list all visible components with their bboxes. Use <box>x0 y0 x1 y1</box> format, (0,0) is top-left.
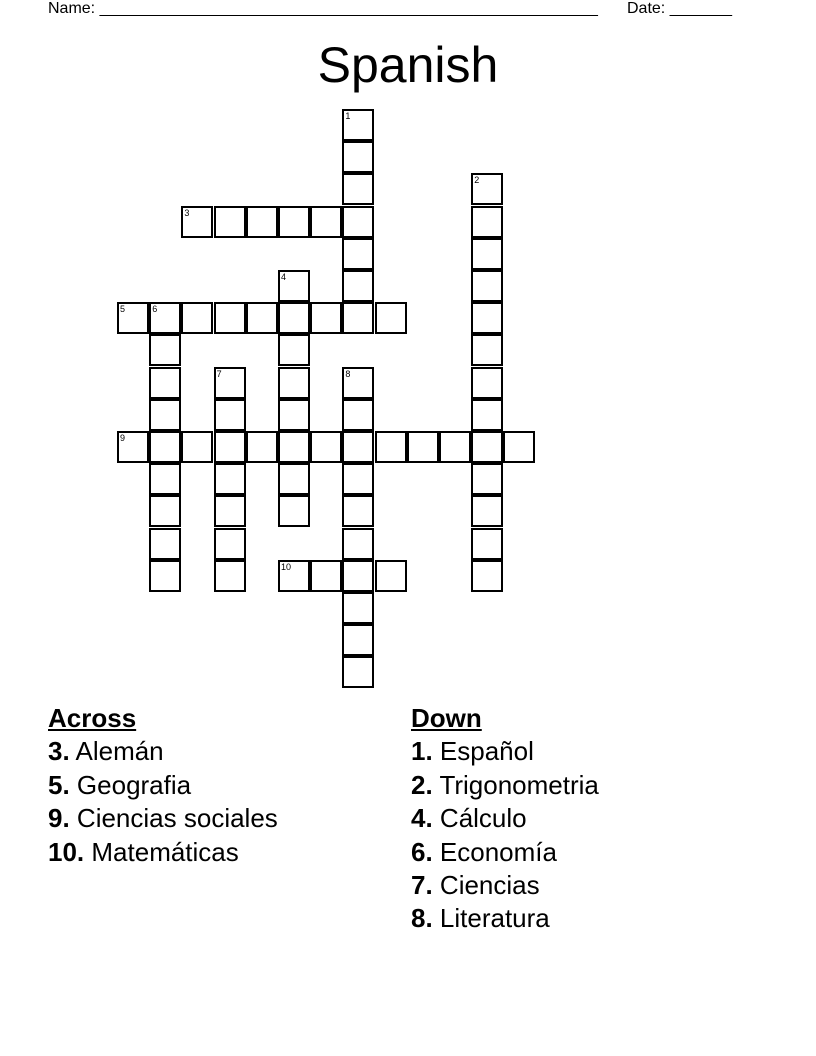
clue-number: 10. <box>48 836 85 867</box>
grid-cell[interactable] <box>503 431 535 463</box>
grid-cell[interactable] <box>149 367 181 399</box>
grid-cell[interactable] <box>149 463 181 495</box>
grid-cell[interactable] <box>342 495 374 527</box>
grid-cell[interactable] <box>375 302 407 334</box>
grid-cell[interactable] <box>342 206 374 238</box>
grid-cell[interactable] <box>181 431 213 463</box>
grid-cell[interactable] <box>342 624 374 656</box>
grid-cell[interactable] <box>214 302 246 334</box>
grid-cell[interactable] <box>214 495 246 527</box>
date-label: Date: <box>627 0 666 17</box>
grid-cell[interactable] <box>342 173 374 205</box>
clue-number-label: 9 <box>120 433 126 443</box>
grid-cell[interactable] <box>439 431 471 463</box>
grid-cell[interactable] <box>471 334 503 366</box>
grid-cell[interactable] <box>471 399 503 431</box>
grid-cell[interactable] <box>149 528 181 560</box>
grid-cell[interactable] <box>342 238 374 270</box>
grid-cell[interactable] <box>149 560 181 592</box>
clue-number-label: 7 <box>216 368 222 379</box>
grid-cell[interactable] <box>246 206 278 238</box>
clue-number: 3. <box>48 736 70 767</box>
down-clue <box>411 836 599 869</box>
grid-cell[interactable] <box>342 399 374 431</box>
grid-cell[interactable] <box>471 238 503 270</box>
grid-cell[interactable] <box>471 528 503 560</box>
grid-cell[interactable] <box>278 495 310 527</box>
grid-cell[interactable] <box>342 431 374 463</box>
clue-text: Alemán <box>75 736 164 767</box>
name-label: Name: <box>48 0 96 17</box>
across-clue <box>48 836 278 869</box>
grid-cell[interactable] <box>471 560 503 592</box>
clue-number: 2. <box>411 769 433 800</box>
down-clues <box>411 702 599 936</box>
across-heading: Across <box>48 703 137 733</box>
down-clue <box>411 735 599 768</box>
name-blank[interactable]: ________________________________________________________ <box>99 0 598 17</box>
clue-number: 5. <box>48 769 70 800</box>
clue-number: 6. <box>411 836 433 867</box>
grid-cell[interactable] <box>471 173 503 205</box>
down-clue <box>411 902 599 935</box>
grid-cell[interactable] <box>310 431 342 463</box>
grid-cell[interactable] <box>214 399 246 431</box>
grid-cell[interactable] <box>278 560 310 592</box>
grid-cell[interactable] <box>342 656 374 688</box>
grid-cell[interactable] <box>342 109 374 141</box>
grid-cell[interactable] <box>278 399 310 431</box>
grid-cell[interactable] <box>149 495 181 527</box>
grid-cell[interactable] <box>117 302 149 334</box>
grid-cell[interactable] <box>342 463 374 495</box>
grid-cell[interactable] <box>149 431 181 463</box>
clue-number-label: 6 <box>152 304 158 315</box>
clue-text: Trigonometria <box>439 769 599 800</box>
clue-number: 4. <box>411 803 433 834</box>
grid-cell[interactable] <box>342 302 374 334</box>
grid-cell[interactable] <box>278 206 310 238</box>
clue-number-label: 4 <box>281 272 287 282</box>
down-heading: Down <box>411 703 482 733</box>
grid-cell[interactable] <box>342 592 374 624</box>
page-title: Spanish <box>317 37 499 93</box>
down-clue <box>411 769 599 802</box>
grid-cell[interactable] <box>471 367 503 399</box>
grid-cell[interactable] <box>342 528 374 560</box>
grid-cell[interactable] <box>375 560 407 592</box>
date-blank[interactable]: _______ <box>669 0 732 17</box>
clue-text: Español <box>439 736 534 767</box>
grid-cell[interactable] <box>342 270 374 302</box>
grid-cell[interactable] <box>310 560 342 592</box>
clue-number-label: 10 <box>281 561 292 572</box>
down-clue <box>411 869 599 902</box>
clue-text: Literatura <box>439 903 550 934</box>
grid-cell[interactable] <box>214 206 246 238</box>
grid-cell[interactable] <box>214 528 246 560</box>
grid-cell[interactable] <box>342 560 374 592</box>
grid-cell[interactable] <box>149 399 181 431</box>
clue-number-label: 5 <box>120 304 126 315</box>
across-clue <box>48 735 278 768</box>
grid-cell[interactable] <box>278 302 310 334</box>
grid-cell[interactable] <box>149 334 181 366</box>
clue-number: 9. <box>48 803 70 834</box>
grid-cell[interactable] <box>471 302 503 334</box>
grid-cell[interactable] <box>214 560 246 592</box>
grid-cell[interactable] <box>471 495 503 527</box>
clue-number: 8. <box>411 903 433 934</box>
clue-number: 7. <box>411 870 433 901</box>
clue-number-label: 3 <box>184 207 190 218</box>
grid-cell[interactable] <box>342 141 374 173</box>
clue-number-label: 1 <box>345 111 351 121</box>
clue-text: Geografia <box>76 769 192 800</box>
clue-text: Cálculo <box>439 803 527 834</box>
grid-cell[interactable] <box>471 270 503 302</box>
grid-cell[interactable] <box>246 302 278 334</box>
clue-number: 1. <box>411 736 433 767</box>
grid-cell[interactable] <box>342 367 374 399</box>
grid-cell[interactable] <box>117 431 149 463</box>
grid-cell[interactable] <box>278 463 310 495</box>
across-clue <box>48 769 278 802</box>
grid-cell[interactable] <box>310 302 342 334</box>
clue-number-label: 8 <box>345 368 351 379</box>
grid-cell[interactable] <box>149 302 181 334</box>
clue-text: Ciencias <box>439 870 540 901</box>
grid-cell[interactable] <box>181 302 213 334</box>
grid-cell[interactable] <box>214 431 246 463</box>
grid-cell[interactable] <box>246 431 278 463</box>
grid-cell[interactable] <box>214 367 246 399</box>
grid-cell[interactable] <box>375 431 407 463</box>
clue-number-label: 2 <box>474 175 480 186</box>
down-clue <box>411 802 599 835</box>
grid-cell[interactable] <box>278 431 310 463</box>
clue-text: Matemáticas <box>91 836 239 867</box>
grid-cell[interactable] <box>310 206 342 238</box>
grid-cell[interactable] <box>214 463 246 495</box>
across-clue <box>48 802 278 835</box>
grid-cell[interactable] <box>407 431 439 463</box>
clue-text: Ciencias sociales <box>76 803 278 834</box>
grid-cell[interactable] <box>471 463 503 495</box>
clue-text: Economía <box>439 836 557 867</box>
grid-cell[interactable] <box>278 367 310 399</box>
grid-cell[interactable] <box>471 431 503 463</box>
grid-cell[interactable] <box>278 270 310 302</box>
across-clues <box>48 702 278 869</box>
grid-cell[interactable] <box>181 206 213 238</box>
grid-cell[interactable] <box>471 206 503 238</box>
grid-cell[interactable] <box>278 334 310 366</box>
